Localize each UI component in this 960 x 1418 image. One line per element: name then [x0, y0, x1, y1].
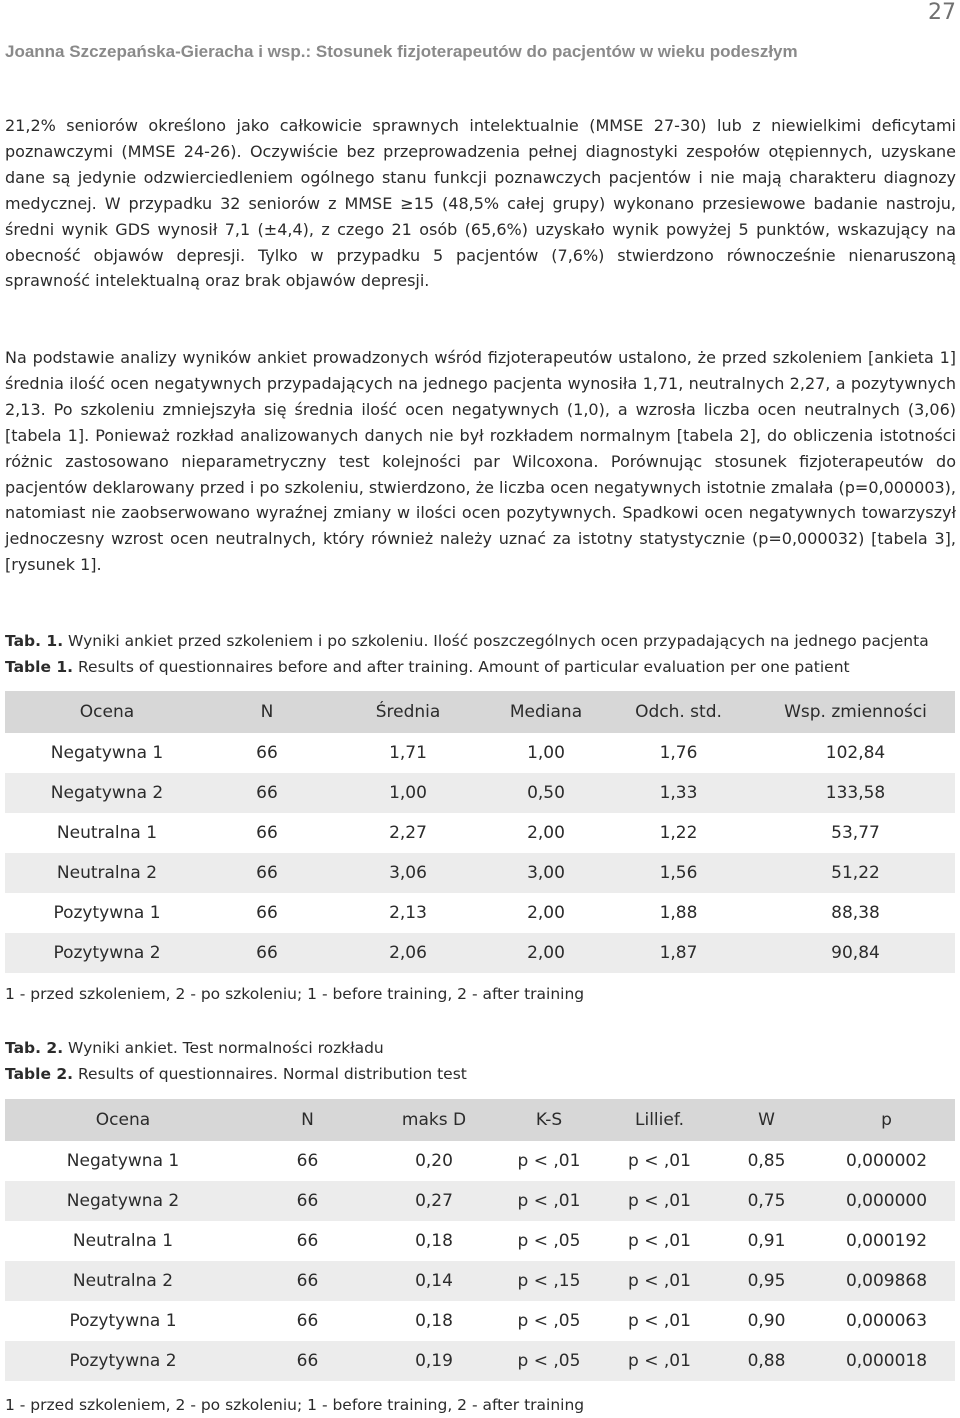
table2-cell: p < ,01 [604, 1341, 715, 1381]
table-row [5, 1261, 955, 1301]
table2-cell: 66 [241, 1301, 374, 1341]
table-row [5, 813, 955, 853]
table2-cell: 0,75 [715, 1181, 818, 1221]
table2-header-cell: Ocena [5, 1099, 241, 1141]
table-row [5, 733, 955, 773]
table1-cell: 133,58 [756, 773, 955, 813]
table2-cell: p < ,01 [604, 1141, 715, 1181]
table1-cell: 0,50 [491, 773, 601, 813]
header-title: Stosunek fizjoterapeutów do pacjentów w wieku podeszłym [315, 42, 798, 61]
table-row [5, 1341, 955, 1381]
table2-cell: 0,20 [374, 1141, 494, 1181]
table2-footnote: 1 - przed szkoleniem, 2 - po szkoleniu; 1 - before training, 2 - after training [5, 1396, 585, 1414]
table1-header-cell: Średnia [325, 691, 491, 733]
table1-body [5, 733, 955, 973]
table2-cell: 0,91 [715, 1221, 818, 1261]
table1-cell: 2,27 [325, 813, 491, 853]
table-row [5, 1181, 955, 1221]
table1-caption-en-text: Results of questionnaires before and after training. Amount of particular evaluation per one patient [77, 658, 850, 676]
page-number: 27 [928, 0, 956, 25]
table2-caption-en [5, 1065, 467, 1083]
table2-cell: 0,85 [715, 1141, 818, 1181]
table2-header-cell: p [818, 1099, 955, 1141]
table-row [5, 1141, 955, 1181]
table2-body [5, 1141, 955, 1381]
table2-cell: 0,14 [374, 1261, 494, 1301]
table2-cell: Negatywna 1 [5, 1141, 241, 1181]
table1-cell: 1,76 [601, 733, 756, 773]
table-row [5, 1301, 955, 1341]
table2-cell: Pozytywna 2 [5, 1341, 241, 1381]
table1-header-cell: N [209, 691, 325, 733]
table1-cell: 53,77 [756, 813, 955, 853]
table1-cell: 66 [209, 813, 325, 853]
table1-cell: 66 [209, 853, 325, 893]
table1-cell: 3,06 [325, 853, 491, 893]
table2-header-cell: Lillief. [604, 1099, 715, 1141]
table1 [5, 691, 955, 973]
table2-cell: 0,000000 [818, 1181, 955, 1221]
table2-cell: p < ,01 [604, 1301, 715, 1341]
table2-cell: Negatywna 2 [5, 1181, 241, 1221]
table1-cell: 2,13 [325, 893, 491, 933]
table1-cell: 66 [209, 773, 325, 813]
table1-cell: 1,00 [491, 733, 601, 773]
table1-cell: 2,00 [491, 933, 601, 973]
table1-caption-en [5, 658, 850, 676]
table2-cell: 66 [241, 1221, 374, 1261]
table-row [5, 893, 955, 933]
table2-cell: p < ,15 [494, 1261, 604, 1301]
table2-cell: Neutralna 2 [5, 1261, 241, 1301]
table-row [5, 773, 955, 813]
table1-caption-pl-text: Wyniki ankiet przed szkoleniem i po szkoleniu. Ilość poszczególnych ocen przypadających na jednego pacjenta [68, 632, 929, 650]
header-separator: : [305, 42, 312, 61]
table2-cell: p < ,01 [604, 1261, 715, 1301]
table2-caption-pl-text: Wyniki ankiet. Test normalności rozkładu [68, 1039, 384, 1057]
table2-cell: 0,18 [374, 1301, 494, 1341]
table1-cell: 66 [209, 933, 325, 973]
table2-header-cell: K-S [494, 1099, 604, 1141]
table2-cell: 66 [241, 1341, 374, 1381]
table1-caption-en-label: Table 1. [5, 658, 74, 676]
table1-header-cell: Wsp. zmienności [756, 691, 955, 733]
table1-cell: Negatywna 2 [5, 773, 209, 813]
table2-cell: 0,19 [374, 1341, 494, 1381]
table1-cell: 2,00 [491, 893, 601, 933]
table2-header-cell: W [715, 1099, 818, 1141]
table2-cell: p < ,01 [604, 1221, 715, 1261]
table1-cell: 1,22 [601, 813, 756, 853]
table2-header-row [5, 1099, 955, 1141]
table1-cell: 2,00 [491, 813, 601, 853]
table2-cell: 0,88 [715, 1341, 818, 1381]
table1-header-cell: Mediana [491, 691, 601, 733]
table2-cell: 0,18 [374, 1221, 494, 1261]
table2-cell: 66 [241, 1181, 374, 1221]
table2-cell: 66 [241, 1261, 374, 1301]
table-row [5, 933, 955, 973]
table1-cell: 1,33 [601, 773, 756, 813]
table-row [5, 1221, 955, 1261]
table1-cell: 66 [209, 733, 325, 773]
table2-cell: 0,009868 [818, 1261, 955, 1301]
table2-cell: 0,95 [715, 1261, 818, 1301]
table2-cell: 0,27 [374, 1181, 494, 1221]
table-row [5, 853, 955, 893]
table1-cell: 1,87 [601, 933, 756, 973]
table2-caption-pl [5, 1039, 384, 1057]
table1-cell: 3,00 [491, 853, 601, 893]
table1-cell: 90,84 [756, 933, 955, 973]
table1-cell: 51,22 [756, 853, 955, 893]
table1-caption-pl-label: Tab. 1. [5, 632, 64, 650]
table2-cell: p < ,01 [494, 1181, 604, 1221]
table2-cell: Pozytywna 1 [5, 1301, 241, 1341]
table1-cell: 2,06 [325, 933, 491, 973]
table1-cell: 1,56 [601, 853, 756, 893]
table2 [5, 1099, 955, 1381]
table2-caption-pl-label: Tab. 2. [5, 1039, 64, 1057]
table2-cell: p < ,01 [494, 1141, 604, 1181]
header-authors: Joanna Szczepańska-Gieracha i wsp. [5, 42, 306, 61]
table1-cell: Pozytywna 1 [5, 893, 209, 933]
table1-cell: Neutralna 2 [5, 853, 209, 893]
table2-header-cell: N [241, 1099, 374, 1141]
table2-caption-en-label: Table 2. [5, 1065, 74, 1083]
table2-cell: 0,90 [715, 1301, 818, 1341]
table1-caption-pl [5, 632, 929, 650]
table1-header-cell: Odch. std. [601, 691, 756, 733]
body-paragraph-1: 21,2% seniorów określono jako całkowicie sprawnych intelektualnie (MMSE 27-30) lub z niewielkimi deficytami poznawczymi (MMSE 24-26). Oczywiście bez przeprowadzenia pełnej diagnostyki zespołów otępiennych, uzyskane dane są jedynie odzwierciedleniem ogólnego stanu funkcji poznawczych pacjentów i nie mają charakteru diagnozy medycznej. W przypadku 32 seniorów z MMSE ≥15 (48,5% całej grupy) wykonano przesiewowe badanie nastroju, średni wynik GDS wynosił 7,1 (±4,4), z czego 21 osób (65,6%) uzyskało wynik powyżej 5 punktów, wskazujący na obecność objawów depresji. Tylko w przypadku 5 pacjentów (7,6%) stwierdzono równocześnie nienaruszoną sprawność intelektualną oraz brak objawów depresji. [5, 116, 956, 291]
table2-caption-en-text: Results of questionnaires. Normal distribution test [77, 1065, 467, 1083]
table2-cell: 0,000002 [818, 1141, 955, 1181]
table1-footnote: 1 - przed szkoleniem, 2 - po szkoleniu; 1 - before training, 2 - after training [5, 985, 585, 1003]
table1-cell: Neutralna 1 [5, 813, 209, 853]
table1-cell: 1,00 [325, 773, 491, 813]
table1-header-row [5, 691, 955, 733]
table2-cell: 0,000063 [818, 1301, 955, 1341]
table2-header-cell: maks D [374, 1099, 494, 1141]
table2-cell: 0,000018 [818, 1341, 955, 1381]
table2-cell: 0,000192 [818, 1221, 955, 1261]
table1-cell: 88,38 [756, 893, 955, 933]
table2-cell: p < ,05 [494, 1301, 604, 1341]
table1-cell: Pozytywna 2 [5, 933, 209, 973]
table2-cell: 66 [241, 1141, 374, 1181]
table1-cell: 1,88 [601, 893, 756, 933]
table2-cell: p < ,05 [494, 1221, 604, 1261]
running-header [5, 42, 950, 62]
table1-header-cell: Ocena [5, 691, 209, 733]
table1-cell: 1,71 [325, 733, 491, 773]
table1-cell: 66 [209, 893, 325, 933]
table2-cell: p < ,05 [494, 1341, 604, 1381]
table2-cell: Neutralna 1 [5, 1221, 241, 1261]
body-paragraph-2: Na podstawie analizy wyników ankiet prowadzonych wśród fizjoterapeutów ustalono, że przed szkoleniem [ankieta 1] średnia ilość ocen negatywnych przypadających na jednego pacjenta wynosiła 1,71, neutralnych 2,27, a pozytywnych 2,13. Po szkoleniu zmniejszyła się średnia ilość ocen negatywnych (1,0), a wzrosła liczba ocen neutralnych (3,06) [tabela 1]. Ponieważ rozkład analizowanych danych nie był rozkładem normalnym [tabela 2], do obliczenia istotności różnic zastosowano nieparametryczny test kolejności par Wilcoxona. Porównując stosunek fizjoterapeutów do pacjentów deklarowany przed i po szkoleniu, stwierdzono, że liczba ocen negatywnych istotnie zmalała (p=0,000003), natomiast nie zaobserwowano wyraźnej zmiany w ilości ocen pozytywnych. Spadkowi ocen negatywnych towarzyszył jednoczesny wzrost ocen neutralnych, który również należy uznać za istotny statystycznie (p=0,000032) [tabela 3], [rysunek 1]. [5, 348, 956, 575]
table2-cell: p < ,01 [604, 1181, 715, 1221]
table1-cell: 102,84 [756, 733, 955, 773]
table1-cell: Negatywna 1 [5, 733, 209, 773]
